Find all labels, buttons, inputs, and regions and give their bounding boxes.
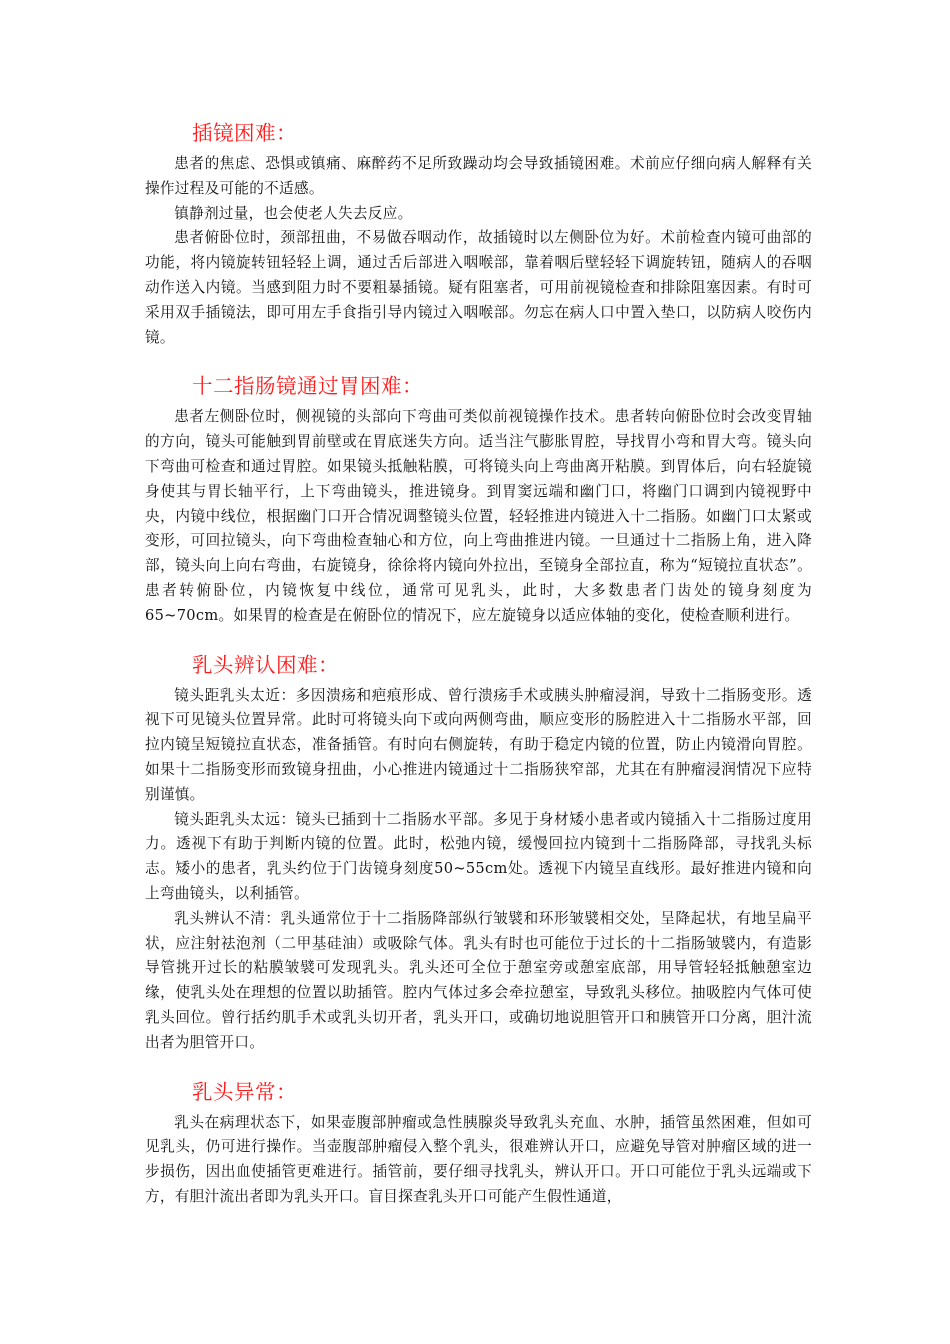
paragraph: 镇静剂过量，也会使老人失去反应。 bbox=[174, 204, 413, 222]
paragraph: 镜头距乳头太远：镜头已插到十二指肠水平部。多见于身材矮小患者或内镜插入十二指肠过度用力。透视下有助于判断内镜的位置。此时，松弛内镜，缓慢回拉内镜到十二指肠降部，寻找乳头标志。矮小的患者，乳头约位于门齿镜身刻度50~55cm处。透视下内镜呈直线形。最好推进内镜和向上弯曲镜头，以利插管。 bbox=[145, 810, 812, 902]
paragraph: 患者左侧卧位时，侧视镜的头部向下弯曲可类似前视镜操作技术。患者转向俯卧位时会改变胃轴的方向，镜头可能触到胃前壁或在胃底迷失方向。适当注气膨胀胃腔，导找胃小弯和胃大弯。镜头向下弯曲可检查和通过胃腔。如果镜头抵触粘膜，可将镜头向上弯曲离开粘膜。到胃体后，向右轻旋镜身使其与胃长轴平行，上下弯曲镜头，推进镜身。到胃窦远端和幽门口，将幽门口调到内镜视野中央，内镜中线位，根据幽门口开合情况调整镜头位置，轻轻推进内镜进入十二指肠。如幽门口太紧或变形，可回拉镜头，向下弯曲检查轴心和方位，向上弯曲推进内镜。一旦通过十二指肠上角，进入降部，镜头向上向右弯曲，右旋镜身，徐徐将内镜向外拉出，至镜身全部拉直，称为“短镜拉直状态”。患者转俯卧位，内镜恢复中线位，通常可见乳头，此时，大多数患者门齿处的镜身刻度为65~70cm。如果胃的检查是在俯卧位的情况下，应左旋镜身以适应体轴的变化，使检查顺利进行。 bbox=[145, 408, 812, 624]
section-heading: 乳头异常： bbox=[192, 1079, 297, 1104]
section-heading: 插镜困难： bbox=[192, 121, 297, 145]
section-heading: 十二指肠镜通过胃困难： bbox=[192, 374, 423, 399]
paragraph: 镜头距乳头太近：多因溃疡和疤痕形成、曾行溃疡手术或胰头肿瘤浸润，导致十二指肠变形。透视下可见镜头位置异常。此时可将镜头向下或向两侧弯曲，顺应变形的肠腔进入十二指肠水平部，回拉内镜呈短镜拉直状态，准备插管。有时向右侧旋转，有助于稳定内镜的位置，防止内镜滑向胃腔。如果十二指肠变形而致镜身扭曲，小心推进内镜通过十二指肠狭窄部，尤其在有肿瘤浸润情况下应特别谨慎。 bbox=[145, 686, 812, 803]
paragraph: 乳头辨认不清：乳头通常位于十二指肠降部纵行皱襞和环形皱襞相交处，呈降起状，有地呈扁平状，应注射祛泡剂（二甲基硅油）或吸除气体。乳头有时也可能位于过长的十二指肠皱襞内，有造影导管挑开过长的粘膜皱襞可发现乳头。乳头还可全位于憩室旁或憩室底部，用导管轻轻抵触憩室边缘，使乳头处在理想的位置以助插管。腔内气体过多会牵拉憩室，导致乳头移位。抽吸腔内气体可使乳头回位。曾行括约肌手术或乳头切开者，乳头开口，或确切地说胆管开口和胰管开口分离，胆汁流出者为胆管开口。 bbox=[145, 909, 812, 1051]
section-heading: 乳头辨认困难： bbox=[192, 652, 339, 677]
paragraph: 患者的焦虑、恐惧或镇痛、麻醉药不足所致躁动均会导致插镜困难。术前应仔细向病人解释有关操作过程及可能的不适感。 bbox=[145, 155, 812, 197]
paragraph: 患者俯卧位时，颈部扭曲，不易做吞咽动作，故插镜时以左侧卧位为好。术前检查内镜可曲部的功能，将内镜旋转钮轻轻上调，通过舌后部进入咽喉部，靠着咽后壁轻轻下调旋转钮，随病人的吞咽动作送入内镜。当感到阻力时不要粗暴插镜。疑有阻塞者，可用前视镜检查和排除阻塞因素。有时可采用双手插镜法，即可用左手食指引导内镜过入咽喉部。勿忘在病人口中置入垫口，以防病人咬伤内镜。 bbox=[145, 229, 812, 346]
section-duodenoscope-through-stomach bbox=[145, 371, 812, 628]
section-papilla-identification bbox=[145, 650, 812, 1056]
section-insertion-difficulty bbox=[145, 118, 812, 350]
paragraph: 乳头在病理状态下，如果壶腹部肿瘤或急性胰腺炎导致乳头充血、水肿，插管虽然困难，但如可见乳头，仍可进行操作。当壶腹部肿瘤侵入整个乳头，很难辨认开口，应避免导管对肿瘤区域的进一步损伤，因出血使插管更难进行。插管前，要仔细寻找乳头，辨认开口。开口可能位于乳头远端或下方，有胆汁流出者即为乳头开口。盲目探查乳头开口可能产生假性通道， bbox=[145, 1113, 812, 1205]
document-page bbox=[145, 118, 812, 1210]
section-papilla-abnormality bbox=[145, 1077, 812, 1210]
